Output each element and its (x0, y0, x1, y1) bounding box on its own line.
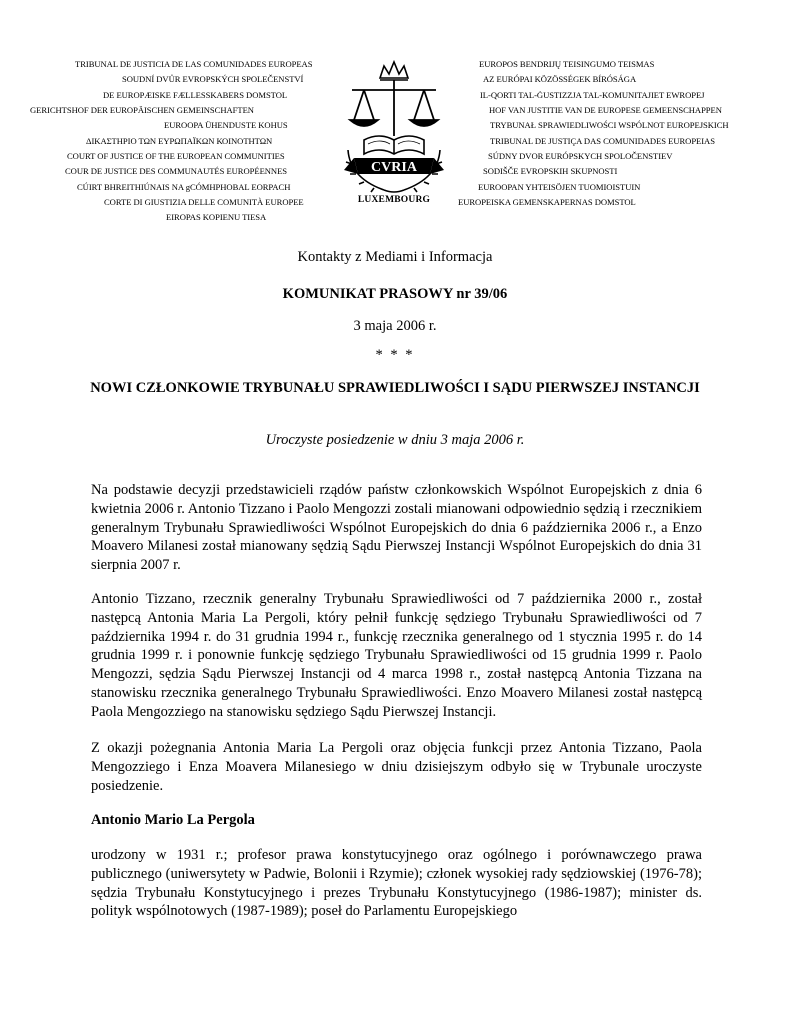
paragraph: Antonio Tizzano, rzecznik generalny Trybunału Sprawiedliwości od 7 października 2000 r., został następcą Antonia Maria La Pergoli, który pełnił funkcję sędziego Trybunału Sprawiedliwości od 7 października 1994 r. do 31 grudnia 1994 r., funkcję rzecznika generalnego od 1 stycznia 1995 r. do 14 grudnia 1999 r. i ponownie funkcję sędziego Trybunału Sprawiedliwości od 15 grudnia 1999 r. Paolo Mengozzi, sędzia Sądu Pierwszej Instancji od 4 marca 1998 r., został następcą Antonia Tizzana na stanowisku rzecznika generalnego Trybunału Sprawiedliwości. Enzo Moavero Milanesi został następcą Paola Mengozziego na stanowisku sędziego Sądu Pierwszej Instancji. (91, 591, 702, 720)
release-number: KOMUNIKAT PRASOWY nr 39/06 (282, 286, 508, 302)
section-heading: Antonio Mario La Pergola (91, 812, 255, 828)
paragraph: Z okazji pożegnania Antonia Maria La Pergoli oraz objęcia funkcji przez Antonia Tizzano, Paola Mengozziego i Enza Moavera Milanesiego w dniu dzisiejszym odbyło się w Trybunale uroczyste posiedzenie. (91, 740, 702, 794)
department-title: Kontakty z Mediami i Informacja (297, 249, 493, 265)
court-name-line: HOF VAN JUSTITIE VAN DE EUROPESE GEMEENSCHAPPEN (489, 105, 722, 116)
court-names-right (458, 57, 783, 210)
court-name-line: ΔΙΚΑΣΤΗΡΙΟ ΤΩΝ ΕΥΡΩΠΑΪΚΩΝ ΚΟΙΝΟΤΗΤΩΝ (86, 135, 273, 146)
city-name: LUXEMBOURG (357, 195, 431, 205)
court-name-line: SOUDNÍ DVŮR EVROPSKÝCH SPOLEČENSTVÍ (122, 74, 304, 85)
court-name-line: DE EUROPÆISKE FÆLLESSKABERS DOMSTOL (103, 89, 288, 100)
court-name-line: SODIŠČE EVROPSKIH SKUPNOSTI (483, 166, 618, 177)
court-name-line: EUROOPA ÜHENDUSTE KOHUS (164, 120, 288, 131)
court-name-line: CORTE DI GIUSTIZIA DELLE COMUNITÀ EUROPEE (104, 197, 304, 208)
court-name-line: COURT OF JUSTICE OF THE EUROPEAN COMMUNITIES (67, 151, 285, 162)
court-name-line: AZ EURÓPAI KÖZÖSSÉGEK BÍRÓSÁGA (483, 74, 637, 85)
subheadline: Uroczyste posiedzenie w dniu 3 maja 2006 r. (265, 432, 525, 448)
court-name-line: EUROOPAN YHTEISÖJEN TUOMIOISTUIN (478, 181, 641, 192)
cvria-emblem-icon (334, 58, 454, 208)
emblem-text: CVRIA (371, 160, 417, 175)
court-name-line: TRYBUNAŁ SPRAWIEDLIWOŚCI WSPÓLNOT EUROPEJSKICH (490, 120, 729, 131)
paragraph: Na podstawie decyzji przedstawicieli rządów państw członkowskich Wspólnot Europejskich z dnia 6 kwietnia 2006 r. Antonio Tizzano i Paolo Mengozzi zostali mianowani odpowiednio sędzią i rzecznikiem generalnym Trybunału Sprawiedliwości Wspólnot Europejskich do dnia 6 października 2006 r., a Enzo Moavero Milanesi został mianowany sędzią Sądu Pierwszej Instancji Wspólnot Europejskich do dnia 31 sierpnia 2007 r. (91, 482, 702, 574)
release-date: 3 maja 2006 r. (353, 318, 437, 334)
court-name-line: TRIBUNAL DE JUSTICIA DE LAS COMUNIDADES EUROPEAS (75, 59, 313, 69)
court-name-line: TRIBUNAL DE JUSTIÇA DAS COMUNIDADES EUROPEIAS (490, 135, 715, 146)
court-names-left (30, 57, 334, 226)
separator: * * * (375, 347, 415, 363)
court-name-line: EUROPOS BENDRIJŲ TEISINGUMO TEISMAS (479, 59, 655, 69)
court-name-line: COUR DE JUSTICE DES COMMUNAUTÉS EUROPÉENNES (65, 166, 288, 177)
court-name-line: SÚDNY DVOR EURÓPSKYCH SPOLOČENSTIEV (488, 151, 673, 162)
court-name-line: EIROPAS KOPIENU TIESA (166, 212, 267, 223)
headline: NOWI CZŁONKOWIE TRYBUNAŁU SPRAWIEDLIWOŚCI I SĄDU PIERWSZEJ INSTANCJI (90, 380, 700, 396)
court-name-line: GERICHTSHOF DER EUROPÄISCHEN GEMEINSCHAFTEN (30, 105, 254, 116)
court-name-line: EUROPEISKA GEMENSKAPERNAS DOMSTOL (458, 197, 636, 208)
paragraph: urodzony w 1931 r.; profesor prawa konstytucyjnego oraz ogólnego i porównawczego prawa publicznego (uniwersytety w Padwie, Bolonii i Rzymie); członek wysokiej rady sędziowskiej (1976-78); sędzia Trybunału Konstytucyjnego i prezes Trybunału Konstytucyjnego (1986-1987); minister ds. polityk wspólnotowych (1987-1989); poseł do Parlamentu Europejskiego (91, 847, 702, 920)
court-name-line: CÚIRT BHREITHIÚNAIS NA gCÓMHPHOBAL EORPACH (77, 181, 291, 192)
court-name-line: IL-QORTI TAL-ĠUSTIZZJA TAL-KOMUNITAJIET EWROPEJ (480, 89, 705, 100)
